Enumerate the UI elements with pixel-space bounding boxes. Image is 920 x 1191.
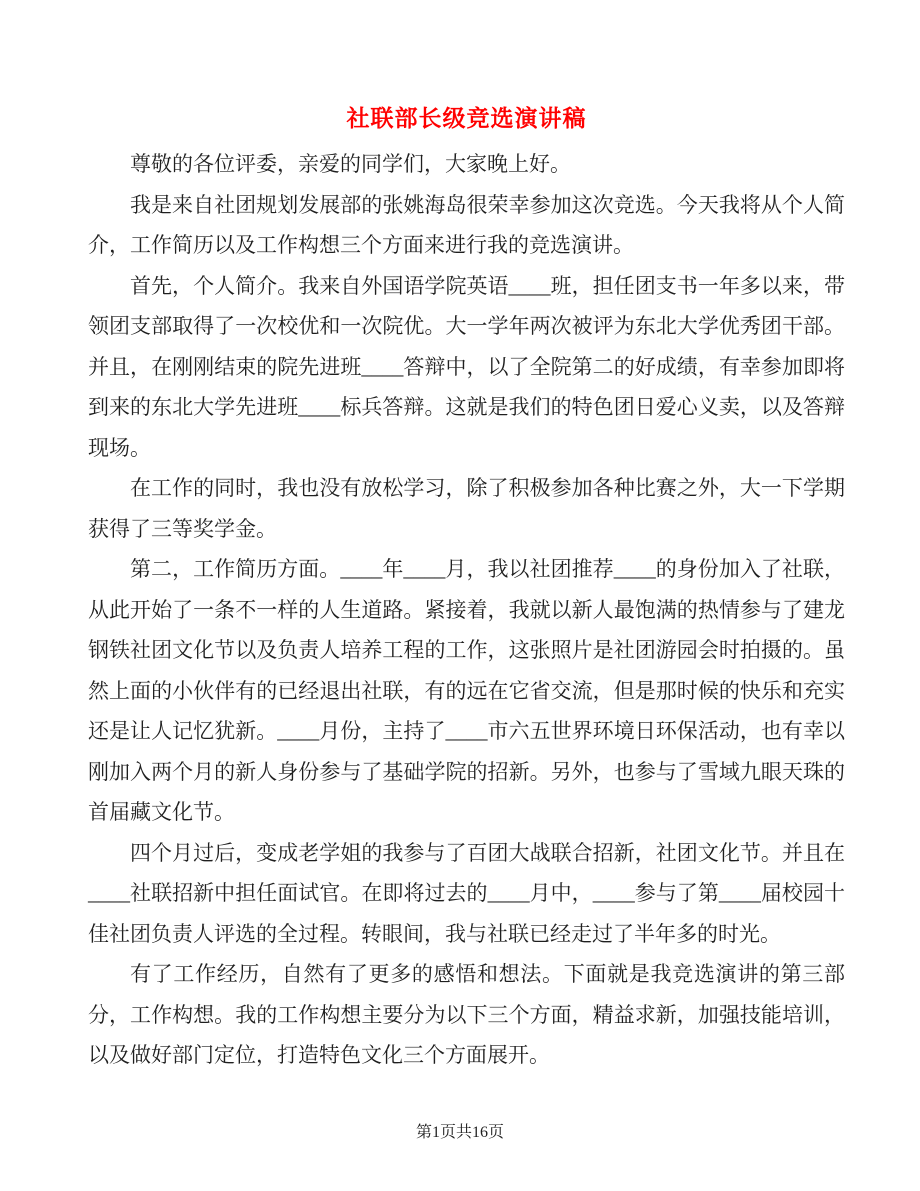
paragraph-study: 在工作的同时，我也没有放松学习，除了积极参加各种比赛之外，大一下学期获得了三等奖学金。 [88,476,845,541]
paragraph-personal-profile: 首先，个人简介。我来自外国语学院英语____班，担任团支书一年多以来，带领团支部取得了一次校优和一次院优。大一学年两次被评为东北大学优秀团干部。并且，在刚刚结束的院先进班____答辩中，以了全院第二的好成绩，有幸参加即将到来的东北大学先进班____标兵答辩。这就是我们的特色团日爱心义卖，以及答辩现场。 [88,273,845,460]
paragraph-work-plan: 有了工作经历，自然有了更多的感悟和想法。下面就是我竞选演讲的第三部分，工作构想。我的工作构想主要分为以下三个方面，精益求新，加强技能培训，以及做好部门定位，打造特色文化三个方面展开。 [88,962,845,1067]
document-title: 社联部长级竞选演讲稿 [346,106,587,131]
page-number: 第1页共16页 [415,1124,504,1141]
document-body [0,144,920,1076]
paragraph-greeting: 尊敬的各位评委，亲爱的同学们，大家晚上好。 [130,152,571,176]
paragraph-intro: 我是来自社团规划发展部的张姚海岛很荣幸参加这次竞选。今天我将从个人简介，工作简历以及工作构想三个方面来进行我的竞选演讲。 [88,192,845,257]
page-footer [0,1123,920,1143]
paragraph-work-history: 第二，工作简历方面。____年____月，我以社团推荐____的身份加入了社联，从此开始了一条不一样的人生道路。紧接着，我就以新人最饱满的热情参与了建龙钢铁社团文化节以及负责人培养工程的工作，这张照片是社团游园会时拍摄的。虽然上面的小伙伴有的已经退出社联，有的远在它省交流，但是那时候的快乐和充实还是让人记忆犹新。____月份，主持了____市六五世界环境日环保活动，也有幸以刚加入两个月的新人身份参与了基础学院的招新。另外，也参与了雪域九眼天珠的首届藏文化节。 [88,557,845,824]
paragraph-later-experience: 四个月过后，变成老学姐的我参与了百团大战联合招新，社团文化节。并且在____社联招新中担任面试官。在即将过去的____月中，____参与了第____届校园十佳社团负责人评选的全过程。转眼间，我与社联已经走过了半年多的时光。 [88,840,845,946]
